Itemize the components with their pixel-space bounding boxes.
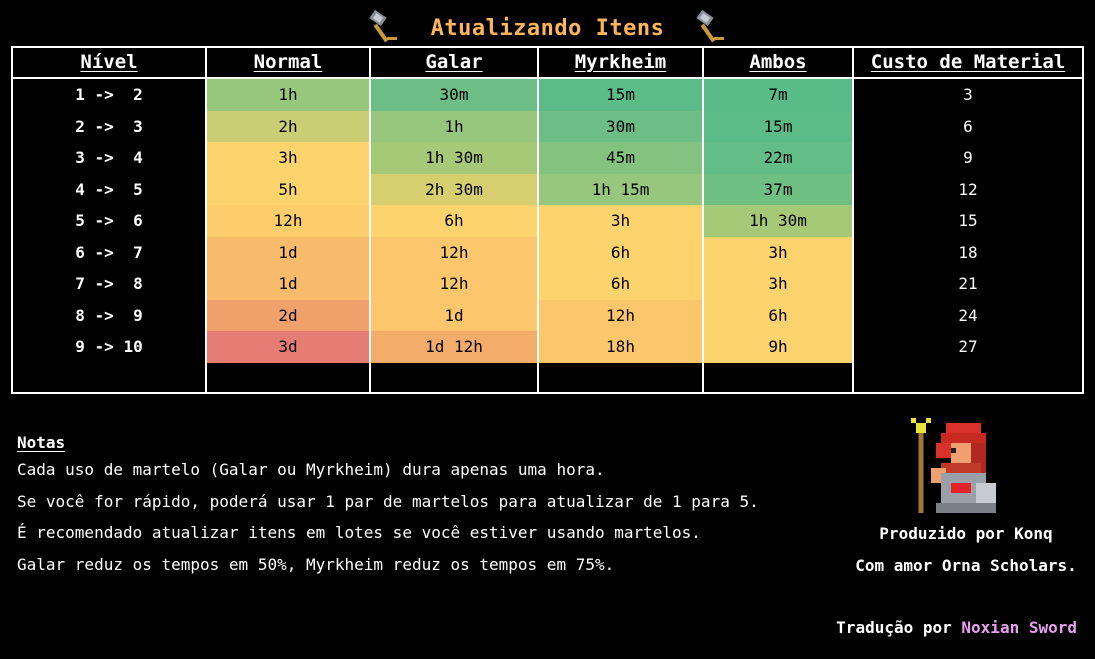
header-level: Nível — [12, 47, 206, 78]
myrkheim-time-cell: 6h — [538, 237, 703, 269]
normal-time-cell: 1h — [206, 78, 370, 111]
galar-time-cell: 1h — [370, 111, 538, 143]
table-row — [12, 111, 1083, 143]
galar-time-cell: 30m — [370, 78, 538, 111]
level-cell: 3 -> 4 — [12, 142, 206, 174]
material-cost-cell: 24 — [853, 300, 1083, 332]
table-row — [12, 331, 1083, 363]
notes-section — [17, 432, 759, 580]
with-love-line: Com amor Orna Scholars. — [855, 556, 1077, 575]
notes-title: Notas — [17, 433, 66, 452]
note-line: É recomendado atualizar itens em lotes se você estiver usando martelos. — [17, 523, 701, 542]
table-header-row — [12, 47, 1083, 78]
produced-by: Produzido por Konq — [879, 524, 1053, 543]
header-galar: Galar — [370, 47, 538, 78]
material-cost-cell: 27 — [853, 331, 1083, 363]
translation-label: Tradução por — [836, 618, 962, 637]
credits — [840, 418, 1092, 582]
header-normal: Normal — [206, 47, 370, 78]
myrkheim-time-cell: 1h 15m — [538, 174, 703, 206]
ambos-time-cell: 3h — [703, 237, 853, 269]
upgrade-times-table — [11, 46, 1084, 394]
header-myrkheim: Myrkheim — [538, 47, 703, 78]
table-row — [12, 205, 1083, 237]
material-cost-cell: 6 — [853, 111, 1083, 143]
galar-time-cell: 2h 30m — [370, 174, 538, 206]
myrkheim-time-cell: 6h — [538, 268, 703, 300]
ambos-time-cell: 1h 30m — [703, 205, 853, 237]
material-cost-cell: 21 — [853, 268, 1083, 300]
table-row — [12, 174, 1083, 206]
normal-time-cell: 5h — [206, 174, 370, 206]
galar-time-cell: 12h — [370, 237, 538, 269]
total-normal: 7d 23h — [206, 363, 370, 393]
ambos-time-cell: 7m — [703, 78, 853, 111]
title-bar — [0, 8, 1095, 48]
material-cost-cell: 18 — [853, 237, 1083, 269]
ambos-time-cell: 9h — [703, 331, 853, 363]
translation-credit — [836, 618, 1077, 637]
material-cost-cell: 15 — [853, 205, 1083, 237]
ambos-time-cell: 6h — [703, 300, 853, 332]
level-cell: 4 -> 5 — [12, 174, 206, 206]
level-cell: 7 -> 8 — [12, 268, 206, 300]
galar-time-cell: 1h 30m — [370, 142, 538, 174]
hammer-icon — [365, 9, 403, 47]
normal-time-cell: 3h — [206, 142, 370, 174]
header-ambos: Ambos — [703, 47, 853, 78]
level-cell: 1 -> 2 — [12, 78, 206, 111]
table-row — [12, 268, 1083, 300]
material-cost-cell: 3 — [853, 78, 1083, 111]
normal-time-cell: 1d — [206, 268, 370, 300]
page-title: Atualizando Itens — [430, 15, 665, 41]
table-row — [12, 142, 1083, 174]
ambos-time-cell: 37m — [703, 174, 853, 206]
galar-time-cell: 1d — [370, 300, 538, 332]
level-cell: 9 -> 10 — [12, 331, 206, 363]
ambos-time-cell: 22m — [703, 142, 853, 174]
myrkheim-time-cell: 15m — [538, 78, 703, 111]
myrkheim-time-cell: 18h — [538, 331, 703, 363]
level-cell: 8 -> 9 — [12, 300, 206, 332]
translator-name: Noxian Sword — [961, 618, 1077, 637]
pixel-mage-icon — [911, 418, 1021, 518]
total-row — [12, 363, 1083, 393]
total-ambos: 23h 51m — [703, 363, 853, 393]
note-line: Galar reduz os tempos em 50%, Myrkheim reduz os tempos em 75%. — [17, 554, 615, 574]
myrkheim-time-cell: 30m — [538, 111, 703, 143]
total-galar: 3d 23h 30m — [370, 363, 538, 393]
ambos-time-cell: 15m — [703, 111, 853, 143]
note-line: Cada uso de martelo (Galar ou Myrkheim) dura apenas uma hora. — [17, 460, 605, 479]
table-row — [12, 78, 1083, 111]
myrkheim-time-cell: 3h — [538, 205, 703, 237]
normal-time-cell: 2d — [206, 300, 370, 332]
myrkheim-time-cell: 12h — [538, 300, 703, 332]
normal-time-cell: 1d — [206, 237, 370, 269]
total-cost: 135 — [853, 363, 1083, 393]
level-cell: 2 -> 3 — [12, 111, 206, 143]
level-cell: 5 -> 6 — [12, 205, 206, 237]
normal-time-cell: 2h — [206, 111, 370, 143]
normal-time-cell: 3d — [206, 331, 370, 363]
ambos-time-cell: 3h — [703, 268, 853, 300]
normal-time-cell: 12h — [206, 205, 370, 237]
myrkheim-time-cell: 45m — [538, 142, 703, 174]
note-line: Se você for rápido, poderá usar 1 par de martelos para atualizar de 1 para 5. — [17, 491, 759, 511]
level-cell: 6 -> 7 — [12, 237, 206, 269]
galar-time-cell: 12h — [370, 268, 538, 300]
header-material-cost: Custo de Material — [853, 47, 1083, 78]
material-cost-cell: 12 — [853, 174, 1083, 206]
total-label: Total — [12, 363, 206, 393]
hammer-icon — [692, 9, 730, 47]
material-cost-cell: 9 — [853, 142, 1083, 174]
galar-time-cell: 1d 12h — [370, 331, 538, 363]
total-myrkheim: 1d 23h 45m — [538, 363, 703, 393]
galar-time-cell: 6h — [370, 205, 538, 237]
table-row — [12, 300, 1083, 332]
table-row — [12, 237, 1083, 269]
